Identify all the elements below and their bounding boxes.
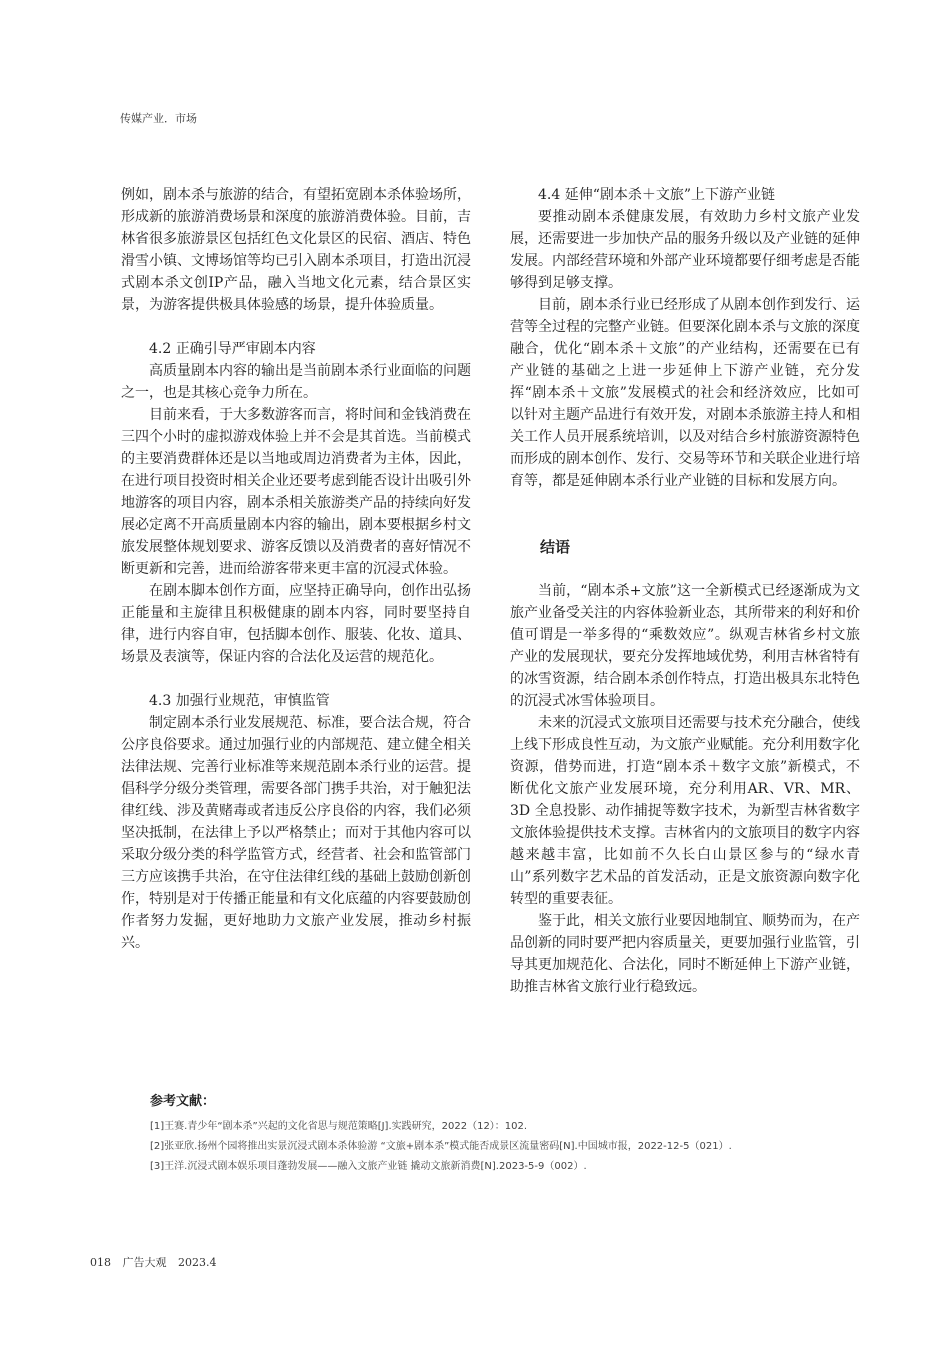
journal-issue: 2023.4 [178, 1256, 217, 1269]
paragraph: 目前来看，于大多数游客而言，将时间和金钱消费在三四个小时的虚拟游戏体验上并不会是其首选。当前模式的主要消费群体还是以当地或周边消费者为主体，因此，在进行项目投资时相关企业还要考虑到能否设计出吸引外地游客的项目内容，剧本杀相关旅游类产品的持续向好发展必定离不开高质量剧本内容的输出，剧本要根据乡村文旅发展整体规划要求、游客反馈以及消费者的喜好情况不断更新和完善，进而给游客带来更丰富的沉浸式体验。 [121, 407, 471, 577]
conclusion-heading: 结语 [540, 538, 571, 556]
paragraph: 鉴于此，相关文旅行业要因地制宜、顺势而为，在产品创新的同时要严把内容质量关，更要加强行业监管，引导其更加规范化、合法化，同时不断延伸上下游产业链，助推吉林省文旅行业行稳致远。 [510, 913, 860, 995]
paragraph: 要推动剧本杀健康发展，有效助力乡村文旅产业发展，还需要进一步加快产品的服务升级以及产业链的延伸发展。内部经营环境和外部产业环境都要仔细考虑是否能够得到足够支撑。 [510, 209, 860, 291]
paragraph: 未来的沉浸式文旅项目还需要与技术充分融合，使线上线下形成良性互动，为文旅产业赋能。充分利用数字化资源，借势而进，打造“剧本杀＋数字文旅”新模式，不断优化文旅产业发展环境，充分利用AR、VR、MR、3D 全息投影、动作捕捉等数字技术，为新型吉林省数字文旅体验提供技术支撑。吉林省内的文旅项目的数字内容越来越丰富，比如前不久长白山景区参与的“绿水青山”系列数字艺术品的首发活动，正是文旅资源向数字化转型的重要表征。 [510, 715, 860, 907]
paragraph: 高质量剧本内容的输出是当前剧本杀行业面临的问题之一，也是其核心竞争力所在。 [121, 363, 471, 401]
references-title: 参考文献： [150, 1094, 216, 1109]
right-column [510, 184, 860, 998]
paragraph: 在剧本脚本创作方面，应坚持正确导向，创作出弘扬正能量和主旋律且积极健康的剧本内容，同时要坚持自律，进行内容自审，包括脚本创作、服装、化妆、道具、场景及表演等，保证内容的合法化及运营的规范化。 [121, 583, 471, 665]
reference-item: [2]张亚欣.扬州个园将推出实景沉浸式剧本杀体验游 “文旅+剧本杀”模式能否成景区流量密码[N].中国城市报，2022-12-5（021）. [150, 1141, 732, 1152]
references [150, 1090, 850, 1177]
reference-item: [1]王赛.青少年“剧本杀”兴起的文化省思与规范策略[J].实践研究，2022（12）：102. [150, 1121, 528, 1132]
running-head: 传媒产业．市场 [120, 112, 197, 125]
paragraph: 例如，剧本杀与旅游的结合，有望拓宽剧本杀体验场所，形成新的旅游消费场景和深度的旅游消费体验。目前，吉林省很多旅游景区包括红色文化景区的民宿、酒店、特色滑雪小镇、文博场馆等均已引入剧本杀项目，打造出沉浸式剧本杀文创IP产品，融入当地文化元素，结合景区实景，为游客提供极具体验感的场景，提升体验质量。 [121, 187, 471, 313]
reference-item: [3]王洋.沉浸式剧本娱乐项目蓬勃发展——融入文旅产业链 撬动文旅新消费[N].2023-5-9（002）. [150, 1161, 587, 1172]
paragraph: 制定剧本杀行业发展规范、标准，要合法合规，符合公序良俗要求。通过加强行业的内部规范、建立健全相关法律法规、完善行业标准等来规范剧本杀行业的运营。提倡科学分级分类管理，需要各部门携手共治，对于触犯法律红线、涉及黄赌毒或者违反公序良俗的内容，我们必须坚决抵制，在法律上予以严格禁止；而对于其他内容可以采取分级分类的科学监管方式，经营者、社会和监管部门三方应该携手共治，在守住法律红线的基础上鼓励创新创作，特别是对于传播正能量和有文化底蕴的内容要鼓励创作者努力发掘，更好地助力文旅产业发展，推动乡村振兴。 [121, 715, 471, 951]
left-column [121, 184, 471, 954]
paragraph: 当前，“剧本杀+文旅”这一全新模式已经逐渐成为文旅产业备受关注的内容体验新业态，其所带来的利好和价值可谓是一举多得的“乘数效应”。纵观吉林省乡村文旅产业的发展现状，要充分发挥地域优势，利用吉林省特有的冰雪资源，结合剧本杀创作特点，打造出极具东北特色的沉浸式冰雪体验项目。 [510, 583, 860, 709]
section-heading-4-2: 4.2 正确引导严审剧本内容 [149, 341, 316, 357]
journal-name: 广告大观 [122, 1256, 167, 1269]
paragraph: 目前，剧本杀行业已经形成了从剧本创作到发行、运营等全过程的完整产业链。但要深化剧本杀与文旅的深度融合，优化“剧本杀＋文旅”的产业结构，还需要在已有产业链的基础之上进一步延伸上下游产业链，充分发挥“剧本杀＋文旅”发展模式的社会和经济效应，比如可以针对主题产品进行有效开发，对剧本杀旅游主持人和相关工作人员开展系统培训，以及对结合乡村旅游资源特色而形成的剧本创作、发行、交易等环节和关联企业进行培育等，都是延伸剧本杀行业产业链的目标和发展方向。 [510, 297, 860, 489]
page-footer [90, 1254, 225, 1270]
page-number: 018 [90, 1256, 111, 1269]
section-heading-4-4: 4.4 延伸“剧本杀＋文旅”上下游产业链 [538, 187, 776, 203]
section-heading-4-3: 4.3 加强行业规范，审慎监管 [149, 693, 330, 709]
